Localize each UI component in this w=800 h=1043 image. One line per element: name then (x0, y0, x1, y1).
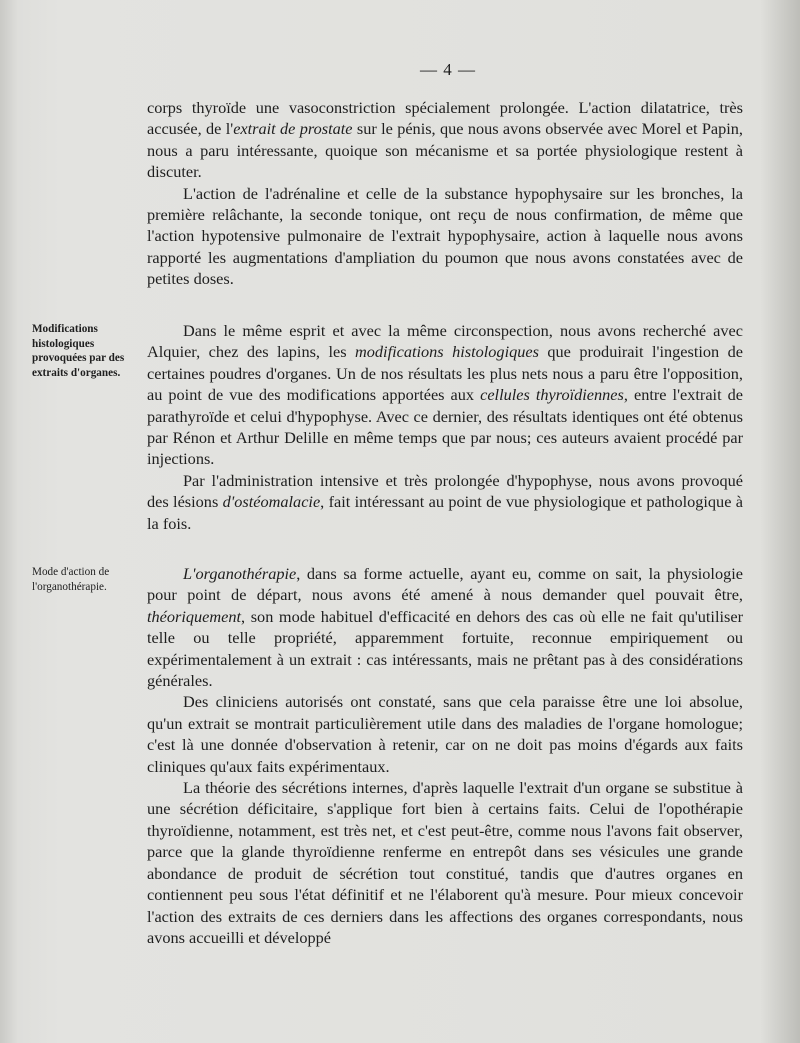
page-number: — 4 — (420, 60, 476, 79)
paragraph: Par l'administration intensive et très prolongée d'hypophyse, nous avons provoqué des lésions d'ostéomalacie, fait intéressant au point de vue physiologique et pathologique à la fois. (147, 470, 744, 533)
emphasis: L'organothérapie (183, 564, 297, 583)
emphasis: théoriquement (147, 606, 242, 626)
paragraph: La théorie des sécrétions internes, d'après laquelle l'extrait d'un organe se substitue à une sécrétion déficitaire, s'applique fort bien à certains faits. Celui de l'opothérapie thyroïdienne, notamment, est très net, et c'est peut-être, comme nous l'avons fait observer, parce que la glande thyroïdienne renferme en entrepôt dans ses vésicules une grande abondance de produit de sécrétion tout constitué, tandis que d'autres organes en contiennent peu sous l'état définitif et ne l'élaborent qu'à mesure. Pour mieux concevoir l'action des extraits de ces derniers dans les affections des organes correspondants, nous avons accueilli et développé (147, 778, 743, 947)
paragraph: Dans le même esprit et avec la même circonspection, nous avons recherché avec Alquier, chez des lapins, les modifications histologiques que produirait l'ingestion de certaines poudres d'organes. Un de nos résultats les plus nets nous a paru être l'opposition, au point de vue des modifications apportées aux cellules thyroïdiennes, entre l'extrait de parathyroïde et celui d'hypophyse. Avec ce dernier, des résultats identiques ont été obtenus par Rénon et Arthur Delille en même temps que par nous; ces auteurs avaient procédé par injections. (147, 321, 743, 469)
emphasis: d'ostéomalacie (222, 492, 321, 512)
text-block-3 (147, 563, 743, 948)
emphasis: extrait de prostate (233, 119, 353, 139)
paragraph: L'organothérapie, dans sa forme actuelle, ayant eu, comme on sait, la physiologie pour point de départ, nous avons été amené à nous demander quel pouvait être, théoriquement, son mode habituel d'efficacité en dehors des cas où elle ne fait qu'utiliser telle ou telle propriété, apparemment fortuite, reconnue empiriquement ou expérimentalement à un extrait : cas intéressants, mais ne prêtant pas à des considérations générales. (147, 564, 743, 691)
margin-note-organotherapy: Mode d'action de l'organothérapie. (32, 566, 110, 593)
margin-note-histological: Modifications histologiques provoquées par des extraits d'organes. (32, 323, 125, 379)
emphasis: modifications histologiques (355, 342, 539, 362)
paragraph: L'action de l'adrénaline et celle de la substance hypophysaire sur les bronches, la première relâchante, la seconde tonique, ont reçu de nous confirmation, de même que l'action hypotensive pulmonaire de l'extrait hypophysaire, action à laquelle nous avons rapporté les augmentations d'ampliation du poumon que nous avons constatées avec de petites doses. (147, 183, 743, 289)
emphasis: cellules thyroïdiennes (480, 385, 624, 405)
text-block-1 (147, 97, 743, 290)
text-block-2 (147, 320, 743, 534)
paragraph: corps thyroïde une vasoconstriction spécialement prolongée. L'action dilatatrice, très accusée, de l'extrait de prostate sur le pénis, que nous avons observée avec Morel et Papin, nous a paru intéressante, quoique son mécanisme et sa portée physiologique restent à discuter. (147, 98, 743, 182)
paragraph: Des cliniciens autorisés ont constaté, sans que cela paraisse être une loi absolue, qu'un extrait se montrait particulièrement utile dans des maladies de l'organe homologue; c'est là une donnée d'observation à retenir, car on ne doit pas moins d'égards aux faits cliniques qu'aux faits expérimentaux. (147, 692, 743, 776)
